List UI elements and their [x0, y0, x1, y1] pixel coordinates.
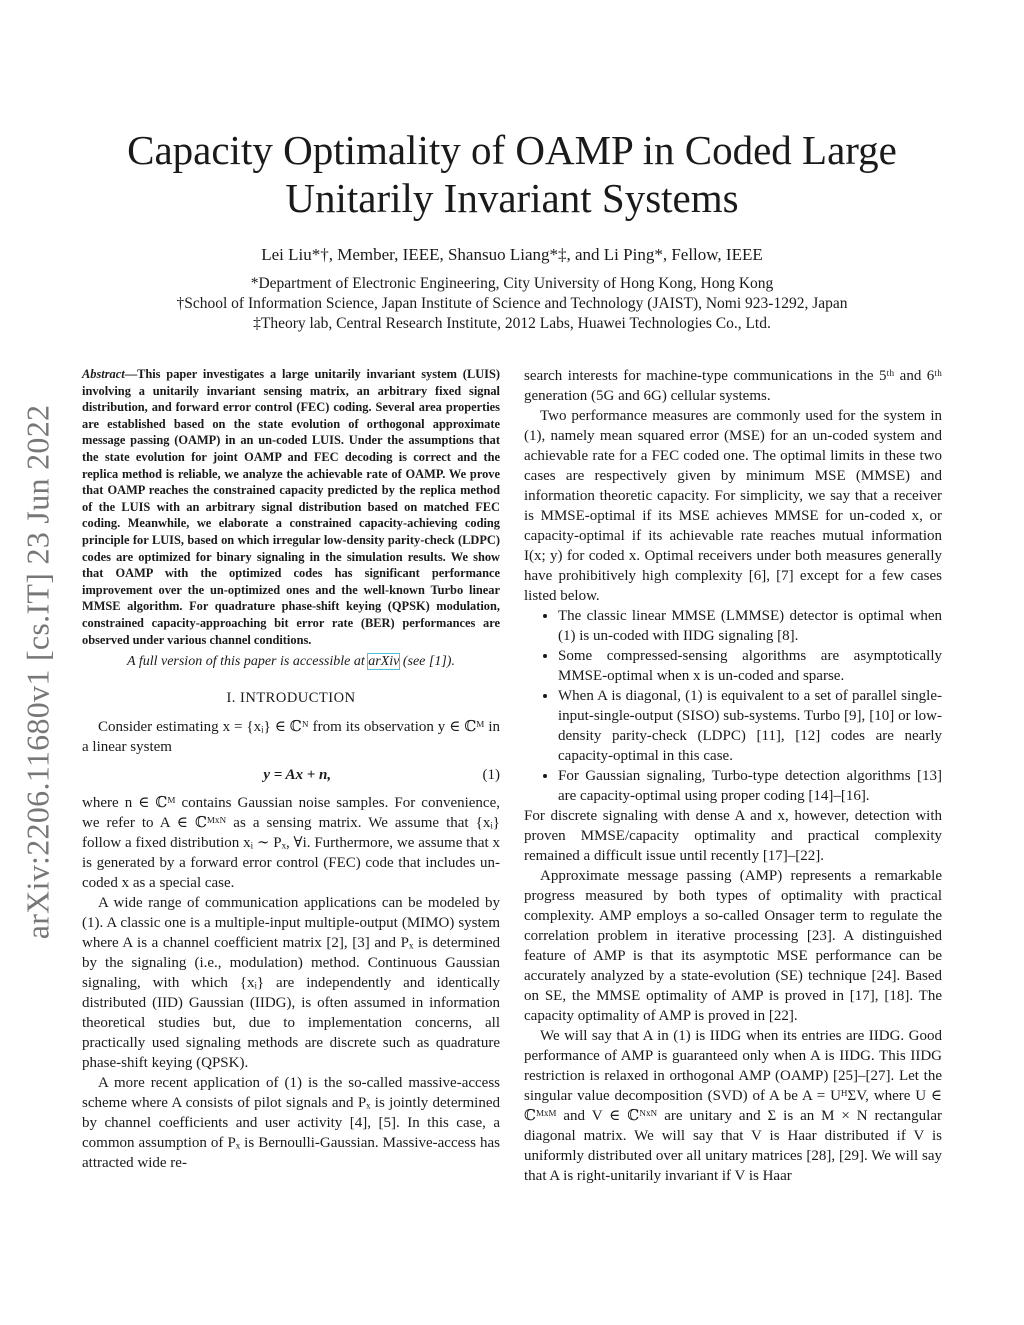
- list-item: • For Gaussian signaling, Turbo-type detection algorithms [13] are capacity-optimal using proper coding [14]–[16].: [558, 766, 942, 806]
- abstract-text: —This paper investigates a large unitarily invariant system (LUIS) involving a unitarily invariant sensing matrix, an arbitrary fixed signal distribution, and forward error control (FEC) coding. Several area properties are established based on the state evolution of orthogonal approximate message passing (OAMP) in an un-coded LUIS. Under the assumptions that the state evolution for joint OAMP and FEC decoding is correct and the replica method is reliable, we analyze the achievable rate of OAMP. We prove that OAMP reaches the constrained capacity predicted by the replica method of the LUIS with an arbitrary signal distribution based on matched FEC coding. Meanwhile, we elaborate a constrained capacity-achieving coding principle for LUIS, based on which irregular low-density parity-check (LDPC) codes are optimized for binary signaling in the simulation results. We show that OAMP with the optimized codes has significant performance improvement over the un-optimized ones and the well-known Turbo linear MMSE algorithm. For quadrature phase-shift keying (QPSK) modulation, constrained capacity-approaching bit error rate (BER) performances are observed under various channel conditions.: [82, 367, 500, 647]
- right-column: [524, 366, 942, 1186]
- arxiv-identifier: arXiv:2206.11680v1 [cs.IT] 23 Jun 2022: [19, 404, 56, 940]
- list-item: • When A is diagonal, (1) is equivalent to a set of parallel single-input-single-output (SISO) sub-systems. Turbo [9], [10] or low-density parity-check (LDPC) [11], [12] codes are nearly capacity-optimal in this case.: [558, 686, 942, 766]
- title-line-2: Unitarily Invariant Systems: [285, 175, 739, 221]
- right-paragraph-5: We will say that A in (1) is IIDG when its entries are IIDG. Good performance of AMP is guaranteed only when A is IIDG. This IIDG restriction is relaxed in orthogonal AMP (OAMP) [25]–[27]. Let the singular value decomposition (SVD) of A be A = UᴴΣV, where U ∈ ℂᴹˣᴹ and V ∈ ℂᴺˣᴺ are unitary and Σ is an M × N rectangular diagonal matrix. We will say that V is Haar distributed if V is uniformly distributed over all unitary matrices [28], [29]. We will say that A is right-unitarily invariant if V is Haar: [524, 1028, 942, 1184]
- left-column: [82, 366, 500, 1173]
- abstract-lead: Abstract: [82, 367, 125, 381]
- optimal-cases-list: [524, 606, 942, 806]
- affiliation-1: *Department of Electronic Engineering, City University of Hong Kong, Hong Kong: [250, 275, 774, 292]
- abstract: [82, 366, 500, 648]
- author-list: Lei Liu*†, Member, IEEE, Shansuo Liang*‡, and Li Ping*, Fellow, IEEE: [261, 245, 763, 264]
- list-item: • The classic linear MMSE (LMMSE) detector is optimal when (1) is un-coded with IIDG signaling [8].: [558, 606, 942, 646]
- right-paragraph-1: search interests for machine-type communications in the 5ᵗʰ and 6ᵗʰ generation (5G and 6G) cellular systems.: [524, 368, 942, 404]
- list-item: • Some compressed-sensing algorithms are asymptotically MMSE-optimal when x is un-coded and sparse.: [558, 646, 942, 686]
- arxiv-link[interactable]: arXiv: [368, 654, 400, 670]
- affiliation-3: ‡Theory lab, Central Research Institute, 2012 Labs, Huawei Technologies Co., Ltd.: [253, 315, 771, 332]
- full-version-note: A full version of this paper is accessible at arXiv (see [1]).: [127, 654, 455, 670]
- right-paragraph-4: Approximate message passing (AMP) represents a remarkable progress measured by both types of optimality with practical complexity. AMP employs a so-called Onsager term to regulate the correlation problem in iterative processing [23]. A distinguished feature of AMP is that its asymptotic MSE performance can be accurately analyzed by a state-evolution (SE) technique [24]. Based on SE, the MMSE optimality of AMP is proved in [17], [18]. The capacity optimality of AMP is proved in [22].: [524, 868, 942, 1024]
- intro-paragraph-2: where n ∈ ℂᴹ contains Gaussian noise samples. For convenience, we refer to A ∈ ℂᴹˣᴺ as a sensing matrix. We assume that {xᵢ} follow a fixed distribution xᵢ ∼ Pₓ, ∀i. Furthermore, we assume that x is generated by a forward error control (FEC) code that includes un-coded x as a special case.: [82, 795, 500, 892]
- equation-1: [82, 765, 500, 785]
- equation-body: y = Ax + n,: [263, 767, 332, 784]
- intro-paragraph-1: Consider estimating x = {xᵢ} ∈ ℂᴺ from its observation y ∈ ℂᴹ in a linear system: [82, 719, 500, 756]
- intro-paragraph-4: A more recent application of (1) is the so-called massive-access scheme where A consists of pilot signals and Pₓ is jointly determined by channel coefficients and user activity [4], [5]. In this case, a common assumption of Pₓ is Bernoulli-Gaussian. Massive-access has attracted wide re-: [82, 1075, 500, 1172]
- equation-number: (1): [482, 767, 500, 784]
- section-heading-introduction: I. INTRODUCTION: [226, 690, 356, 707]
- paper-title: [80, 126, 944, 222]
- title-line-1: Capacity Optimality of OAMP in Coded Large: [127, 127, 897, 173]
- right-paragraph-2: Two performance measures are commonly used for the system in (1), namely mean squared error (MSE) for an un-coded system and achievable rate for a FEC coded one. The optimal limits in these two cases are respectively given by minimum MSE (MMSE) and information theoretic capacity. For simplicity, we say that a receiver is MMSE-optimal if its MSE achieves MMSE for un-coded x, or capacity-optimal if its achievable rate reaches mutual information I(x; y) for coded x. Optimal receivers under both measures generally have prohibitively high complexity [6], [7] except for a few cases listed below.: [524, 408, 942, 604]
- intro-paragraph-3: A wide range of communication applications can be modeled by (1). A classic one is a multiple-input multiple-output (MIMO) system where A is a channel coefficient matrix [2], [3] and Pₓ is determined by the signaling (i.e., modulation) method. Continuous Gaussian signaling, with which {xᵢ} are independently and identically distributed (IID) Gaussian (IIDG), is often assumed in information theoretical studies but, due to implementation concerns, all practically used signaling methods are discrete such as quadrature phase-shift keying (QPSK).: [82, 895, 500, 1072]
- right-paragraph-3: For discrete signaling with dense A and x, however, detection with proven MMSE/capacity optimality and practical complexity remained a difficult issue until recently [17]–[22].: [524, 808, 942, 864]
- affiliation-2: †School of Information Science, Japan Institute of Science and Technology (JAIST), Nomi 923-1292, Japan: [176, 295, 848, 312]
- arxiv-sidebar-stamp: [8, 372, 68, 972]
